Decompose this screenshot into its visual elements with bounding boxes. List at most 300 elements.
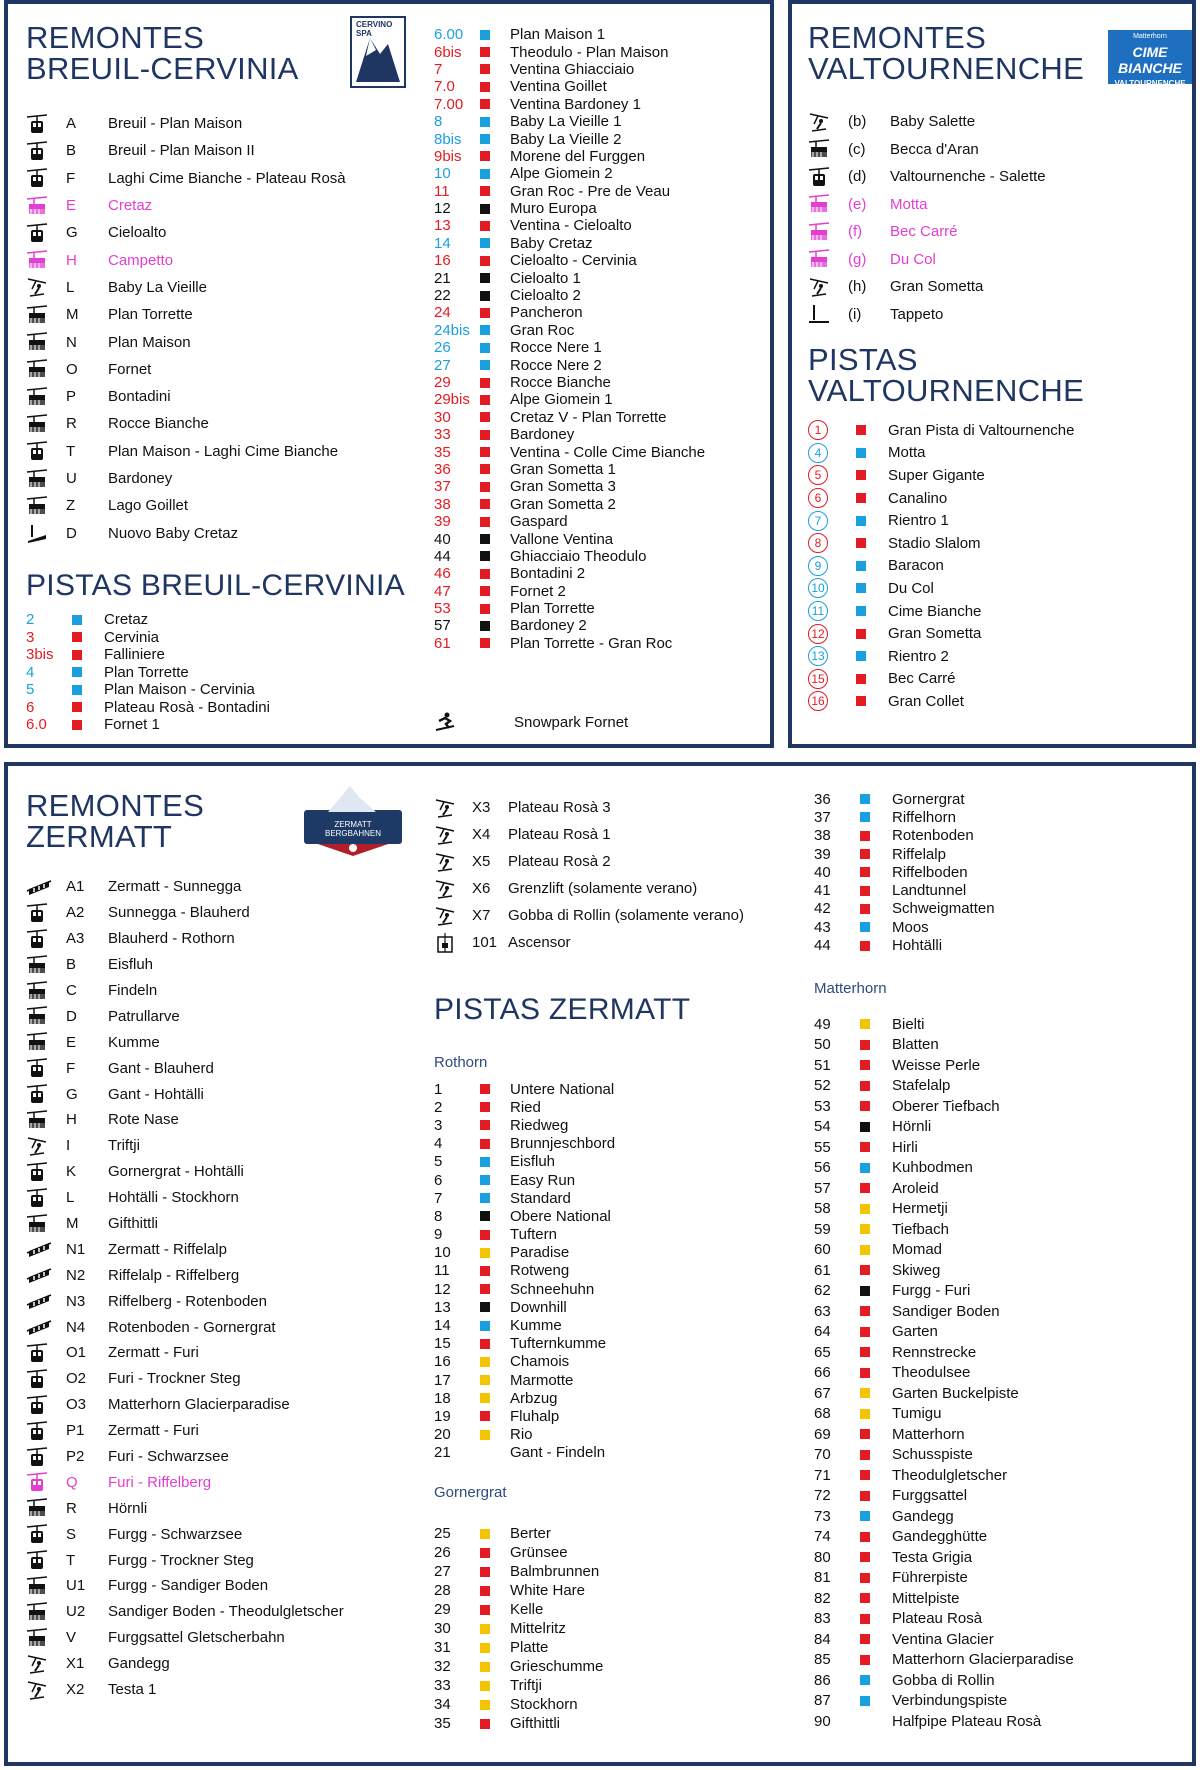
piste-difficulty xyxy=(860,886,892,896)
lift-name: Rotenboden - Gornergrat xyxy=(108,1318,276,1336)
piste-difficulty xyxy=(72,685,104,695)
piste-name: Schneehuhn xyxy=(510,1280,595,1298)
piste-name: Fornet 1 xyxy=(104,716,160,734)
piste-row xyxy=(814,1301,1184,1322)
lift-name: Campetto xyxy=(108,251,174,269)
lift-row xyxy=(808,218,1168,246)
piste-name: Gran Sometta 3 xyxy=(510,478,616,496)
lift-code: I xyxy=(66,1137,71,1155)
piste-name: Tuftern xyxy=(510,1226,557,1244)
piste-number: 5 xyxy=(434,1153,443,1171)
piste-number: 29bis xyxy=(434,391,470,409)
lift-row xyxy=(26,1392,406,1418)
piste-row xyxy=(26,629,366,647)
piste-row xyxy=(26,716,366,734)
piste-difficulty xyxy=(480,482,510,492)
zermatt-logo-text xyxy=(298,820,408,838)
piste-row xyxy=(814,863,1184,881)
piste-row xyxy=(434,1371,764,1389)
lift-name: Furi - Trockner Steg xyxy=(108,1370,241,1388)
lift-row xyxy=(26,519,386,546)
railway-icon xyxy=(26,877,52,897)
piste-number: 4 xyxy=(434,1135,443,1153)
piste-row xyxy=(808,600,1188,623)
piste-name: Cime Bianche xyxy=(888,602,982,620)
piste-name: Gandegg xyxy=(892,1507,954,1525)
piste-row xyxy=(808,487,1188,510)
lift-name: Hohtälli - Stockhorn xyxy=(108,1189,239,1207)
lift-code: F xyxy=(66,169,76,187)
piste-difficulty xyxy=(480,30,510,40)
piste-name: Cretaz xyxy=(104,611,149,629)
piste-name: Muro Europa xyxy=(510,200,597,218)
lift-row xyxy=(26,978,406,1004)
piste-row xyxy=(814,1199,1184,1220)
piste-row xyxy=(434,583,754,600)
piste-name: Brunnjeschbord xyxy=(510,1135,616,1153)
piste-row xyxy=(434,217,754,234)
chairlift-icon xyxy=(26,250,52,270)
piste-number: 26 xyxy=(434,339,451,357)
piste-name: Motta xyxy=(888,444,926,462)
snowpark-name: Snowpark Fornet xyxy=(514,713,629,731)
cervino-logo xyxy=(350,16,406,88)
lift-code: Z xyxy=(66,497,76,515)
piste-name: Riffelalp xyxy=(892,845,946,863)
piste-row xyxy=(434,252,754,269)
lift-code: T xyxy=(66,1551,76,1569)
drag-lift-icon xyxy=(434,906,460,926)
piste-row xyxy=(26,664,366,682)
lift-name: Grenzlift (solamente verano) xyxy=(508,880,698,897)
piste-name: Baby Cretaz xyxy=(510,234,593,252)
piste-row xyxy=(434,287,754,304)
piste-difficulty xyxy=(860,1573,892,1583)
piste-difficulty xyxy=(856,493,888,503)
piste-difficulty xyxy=(480,499,510,509)
piste-name: Balmbrunnen xyxy=(510,1563,600,1580)
piste-row xyxy=(814,1363,1184,1384)
lift-name: Gandegg xyxy=(108,1655,170,1673)
piste-row xyxy=(434,78,754,95)
lift-row xyxy=(26,1495,406,1521)
piste-row xyxy=(434,1600,764,1619)
piste-difficulty xyxy=(480,1411,510,1421)
heading-line-2: VALTOURNENCHE xyxy=(808,51,1085,86)
piste-difficulty xyxy=(480,638,510,648)
piste-difficulty xyxy=(72,615,104,625)
piste-number: 6bis xyxy=(434,43,462,61)
piste-difficulty xyxy=(860,1429,892,1439)
piste-difficulty xyxy=(860,1122,892,1132)
piste-difficulty xyxy=(480,464,510,474)
piste-name: Rocce Nere 2 xyxy=(510,356,602,374)
piste-name: Super Gigante xyxy=(888,466,985,484)
chairlift-icon xyxy=(26,955,52,975)
piste-difficulty xyxy=(72,632,104,642)
lift-name: Bardoney xyxy=(108,470,173,487)
piste-name: Halfpipe Plateau Rosà xyxy=(892,1712,1042,1730)
piste-difficulty xyxy=(480,1393,510,1403)
piste-row xyxy=(814,1568,1184,1589)
piste-name: Bardoney xyxy=(510,426,575,444)
piste-name: Gaspard xyxy=(510,513,568,531)
piste-row xyxy=(814,1260,1184,1281)
piste-number: 11 xyxy=(434,1262,450,1280)
lift-code: G xyxy=(66,1085,78,1103)
lift-name: Becca d'Aran xyxy=(890,140,979,158)
piste-difficulty xyxy=(480,1719,510,1729)
lift-row xyxy=(26,1469,406,1495)
piste-name: Furggsattel xyxy=(892,1487,968,1505)
lift-name: Plan Torrette xyxy=(108,306,193,324)
lift-row xyxy=(434,821,744,848)
piste-difficulty xyxy=(480,325,510,335)
piste-row xyxy=(814,1383,1184,1404)
piste-name: Weisse Perle xyxy=(892,1056,981,1074)
lift-name: Cretaz xyxy=(108,197,153,215)
piste-name: Cieloalto 1 xyxy=(510,269,581,287)
piste-number: 40 xyxy=(814,863,831,881)
piste-number: 35 xyxy=(434,443,451,461)
piste-name: Alpe Giomein 2 xyxy=(510,165,613,183)
piste-difficulty xyxy=(480,221,510,231)
piste-row xyxy=(808,419,1188,442)
piste-number: 26 xyxy=(434,1544,451,1561)
piste-name: Pancheron xyxy=(510,304,583,322)
zermatt-lifts-heading xyxy=(26,790,204,852)
piste-number: 57 xyxy=(814,1179,831,1197)
cime-bianche-logo xyxy=(1108,30,1192,88)
lift-code: O xyxy=(66,360,78,378)
drag-lift-icon xyxy=(808,277,834,297)
piste-name: Morene del Furggen xyxy=(510,147,646,165)
lift-code: C xyxy=(66,982,77,999)
piste-row xyxy=(434,1444,764,1462)
lift-row xyxy=(808,273,1168,301)
drag-lift-icon xyxy=(26,1654,52,1674)
piste-number: 80 xyxy=(814,1548,831,1566)
lift-row xyxy=(26,1003,406,1029)
piste-row xyxy=(434,1244,764,1262)
piste-number: 18 xyxy=(434,1389,451,1407)
lift-row xyxy=(26,874,406,900)
lift-row xyxy=(26,1211,406,1237)
lift-name: Zermatt - Furi xyxy=(108,1344,199,1362)
piste-difficulty xyxy=(860,812,892,822)
piste-row xyxy=(814,1711,1184,1732)
piste-name: Baby La Vieille 2 xyxy=(510,130,622,148)
lift-code: V xyxy=(66,1629,77,1647)
lift-code: P1 xyxy=(66,1422,85,1440)
piste-row xyxy=(814,827,1184,845)
lift-code: T xyxy=(66,442,76,460)
piste-difficulty xyxy=(860,1019,892,1029)
piste-row xyxy=(434,304,754,321)
drag-lift-icon xyxy=(26,277,52,297)
piste-name: Moos xyxy=(892,918,929,936)
piste-row xyxy=(434,1280,764,1298)
lift-row xyxy=(26,1677,406,1703)
piste-number: 74 xyxy=(814,1528,831,1546)
piste-name: Gran Roc xyxy=(510,321,575,339)
piste-number: 64 xyxy=(814,1323,831,1341)
piste-number: 16 xyxy=(808,691,828,711)
piste-name: Momad xyxy=(892,1241,943,1259)
lift-name: Gobba di Rollin (solamente verano) xyxy=(508,907,744,924)
piste-row xyxy=(434,1543,764,1562)
piste-number: 27 xyxy=(434,1563,451,1580)
valtournenche-lift-list xyxy=(808,108,1168,328)
piste-number: 10 xyxy=(434,1244,451,1262)
piste-number: 12 xyxy=(434,1280,451,1298)
heading-line-1: REMONTES xyxy=(26,20,205,55)
piste-name: Du Col xyxy=(888,579,934,597)
piste-name: Gran Roc - Pre de Veau xyxy=(510,182,671,200)
piste-row xyxy=(808,690,1188,713)
lift-row xyxy=(26,1366,406,1392)
piste-name: Gran Collet xyxy=(888,692,964,710)
piste-number: 7.00 xyxy=(434,95,464,113)
piste-difficulty xyxy=(480,1175,510,1185)
piste-name: Testa Grigia xyxy=(892,1548,973,1566)
piste-difficulty xyxy=(860,1511,892,1521)
lift-row xyxy=(26,1314,406,1340)
piste-row xyxy=(814,1629,1184,1650)
piste-name: Arbzug xyxy=(510,1389,558,1407)
lift-code: E xyxy=(66,197,77,215)
piste-name: Rientro 1 xyxy=(888,512,949,530)
piste-name: Fluhalp xyxy=(510,1407,560,1425)
lift-name: Cieloalto xyxy=(108,224,167,242)
piste-number: 53 xyxy=(434,600,451,618)
piste-number: 39 xyxy=(814,845,831,863)
lift-code: O2 xyxy=(66,1370,87,1388)
piste-number: 31 xyxy=(434,1639,451,1656)
gondola-icon xyxy=(26,1395,52,1415)
lift-row xyxy=(26,383,386,410)
chairlift-icon xyxy=(26,1214,52,1234)
piste-difficulty xyxy=(480,1624,510,1634)
piste-number: 43 xyxy=(814,918,831,936)
piste-row xyxy=(814,936,1184,954)
piste-difficulty xyxy=(480,151,510,161)
piste-name: Matterhorn xyxy=(892,1425,965,1443)
piste-number: 85 xyxy=(814,1651,831,1669)
piste-number: 2 xyxy=(434,1098,443,1116)
lift-row xyxy=(26,356,386,383)
lift-name: Gran Sometta xyxy=(890,278,984,296)
piste-number: 27 xyxy=(434,356,451,374)
piste-name: Gant - Findeln xyxy=(510,1444,606,1462)
piste-row xyxy=(434,1262,764,1280)
piste-difficulty xyxy=(480,1605,510,1615)
lift-name: Valtournenche - Salette xyxy=(890,168,1046,186)
breuil-cervinia-panel xyxy=(4,0,774,748)
piste-number: 3 xyxy=(26,628,35,646)
piste-number: 30 xyxy=(434,1620,451,1637)
piste-name: Berter xyxy=(510,1525,551,1542)
piste-number: 42 xyxy=(814,900,831,918)
piste-name: Ventina - Cieloalto xyxy=(510,217,632,235)
lift-name: Du Col xyxy=(890,250,936,268)
piste-name: Untere National xyxy=(510,1080,615,1098)
lift-row xyxy=(26,1055,406,1081)
lift-name: Furgg - Trockner Steg xyxy=(108,1551,254,1569)
piste-name: Riffelboden xyxy=(892,863,968,881)
lift-name: Plan Maison - Laghi Cime Bianche xyxy=(108,442,339,460)
piste-number: 58 xyxy=(814,1200,831,1218)
piste-difficulty xyxy=(480,1230,510,1240)
rothorn-label: Rothorn xyxy=(434,1054,488,1071)
lift-code: N4 xyxy=(66,1318,86,1336)
piste-row xyxy=(808,577,1188,600)
piste-difficulty xyxy=(860,1532,892,1542)
piste-row xyxy=(434,1638,764,1657)
piste-number: 6.00 xyxy=(434,26,464,44)
piste-difficulty xyxy=(480,569,510,579)
lift-row xyxy=(26,1081,406,1107)
lift-name: Bontadini xyxy=(108,388,171,406)
lift-code: D xyxy=(66,524,77,542)
lift-name: Eisfluh xyxy=(108,956,154,974)
piste-name: Theodulo - Plan Maison xyxy=(510,43,669,61)
lift-row xyxy=(26,410,386,437)
piste-number: 38 xyxy=(434,495,451,513)
piste-difficulty xyxy=(480,1430,510,1440)
piste-row xyxy=(434,1353,764,1371)
piste-difficulty xyxy=(480,256,510,266)
piste-name: Ventina - Colle Cime Bianche xyxy=(510,443,706,461)
piste-name: Gran Pista di Valtournenche xyxy=(888,421,1075,439)
lift-name: Testa 1 xyxy=(108,1681,157,1699)
piste-number: 19 xyxy=(434,1407,451,1425)
lift-code: N2 xyxy=(66,1266,86,1284)
piste-name: Standard xyxy=(510,1189,571,1207)
piste-name: Ventina Bardoney 1 xyxy=(510,95,641,113)
piste-row xyxy=(434,1189,764,1207)
piste-name: Ventina Glacier xyxy=(892,1630,994,1648)
piste-row xyxy=(434,1298,764,1316)
valtournenche-panel xyxy=(788,0,1196,748)
valtournenche-lifts-heading xyxy=(808,22,1084,84)
heading-line-2: VALTOURNENCHE xyxy=(808,373,1085,408)
piste-number: 11 xyxy=(808,601,828,621)
piste-number: 55 xyxy=(814,1138,831,1156)
lift-row xyxy=(26,137,386,164)
chairlift-icon xyxy=(26,981,52,1001)
piste-name: Hörnli xyxy=(892,1118,932,1136)
piste-name: Fornet 2 xyxy=(510,582,566,600)
piste-number: 37 xyxy=(434,478,451,496)
piste-row xyxy=(434,1695,764,1714)
lift-row xyxy=(26,1625,406,1651)
piste-name: Theodulsee xyxy=(892,1364,971,1382)
piste-name: Riffelhorn xyxy=(892,808,956,826)
piste-difficulty xyxy=(860,1675,892,1685)
lift-name: Kumme xyxy=(108,1033,160,1051)
piste-row xyxy=(434,1657,764,1676)
lift-name: Riffelberg - Rotenboden xyxy=(108,1292,267,1310)
piste-row xyxy=(434,409,754,426)
piste-difficulty xyxy=(860,941,892,951)
lift-row xyxy=(26,301,386,328)
piste-number: 59 xyxy=(814,1220,831,1238)
piste-row xyxy=(814,1650,1184,1671)
piste-row xyxy=(814,1178,1184,1199)
piste-difficulty xyxy=(480,1193,510,1203)
piste-row xyxy=(808,622,1188,645)
lift-code: X7 xyxy=(472,907,491,924)
lift-row xyxy=(26,328,386,355)
chairlift-icon xyxy=(26,496,52,516)
lift-code: M xyxy=(66,1215,79,1233)
piste-number: 24 xyxy=(434,304,451,322)
piste-number: 90 xyxy=(814,1712,831,1730)
piste-number: 14 xyxy=(434,1317,451,1335)
chairlift-icon xyxy=(26,469,52,489)
piste-number: 60 xyxy=(814,1241,831,1259)
lift-name: Matterhorn Glacierparadise xyxy=(108,1396,290,1414)
piste-number: 17 xyxy=(434,1371,451,1389)
piste-difficulty xyxy=(860,1491,892,1501)
lift-row xyxy=(26,1521,406,1547)
piste-number: 73 xyxy=(814,1507,831,1525)
railway-icon xyxy=(26,1317,52,1337)
lift-code: M xyxy=(66,306,79,324)
piste-number: 54 xyxy=(814,1118,831,1136)
piste-name: Kumme xyxy=(510,1317,562,1335)
breuil-pistas-list-left xyxy=(26,611,366,734)
railway-icon xyxy=(26,1239,52,1259)
elevator-icon xyxy=(434,933,460,953)
breuil-lifts-heading xyxy=(26,22,299,84)
piste-name: Rio xyxy=(510,1426,533,1444)
gornergrat-pistas-list-2 xyxy=(814,790,1184,955)
lift-row xyxy=(26,1418,406,1444)
piste-number: 25 xyxy=(434,1525,451,1542)
piste-number: 13 xyxy=(808,646,828,666)
lift-name: Gant - Blauherd xyxy=(108,1059,214,1077)
lift-code: D xyxy=(66,1007,77,1025)
lift-code: U xyxy=(66,470,77,487)
piste-number: 30 xyxy=(434,408,451,426)
piste-difficulty xyxy=(860,1081,892,1091)
lift-code: A xyxy=(66,115,77,133)
piste-row xyxy=(434,1407,764,1425)
lift-code: K xyxy=(66,1163,77,1181)
piste-number: 10 xyxy=(808,578,828,598)
railway-icon xyxy=(26,1291,52,1311)
piste-row xyxy=(434,235,754,252)
piste-name: Plateau Rosà xyxy=(892,1610,983,1628)
piste-number: 15 xyxy=(808,669,828,689)
piste-name: Bec Carré xyxy=(888,670,956,688)
lift-name: Gifthittli xyxy=(108,1215,159,1233)
piste-row xyxy=(434,530,754,547)
piste-name: Plan Maison 1 xyxy=(510,26,606,44)
piste-name: Plan Torrette - Gran Roc xyxy=(510,634,673,652)
lift-name: Ascensor xyxy=(508,934,571,951)
piste-row xyxy=(814,1424,1184,1445)
piste-difficulty xyxy=(72,702,104,712)
piste-difficulty xyxy=(480,586,510,596)
piste-difficulty xyxy=(856,470,888,480)
piste-difficulty xyxy=(856,583,888,593)
piste-row xyxy=(434,513,754,530)
piste-row xyxy=(434,496,754,513)
piste-number: 21 xyxy=(434,269,451,287)
